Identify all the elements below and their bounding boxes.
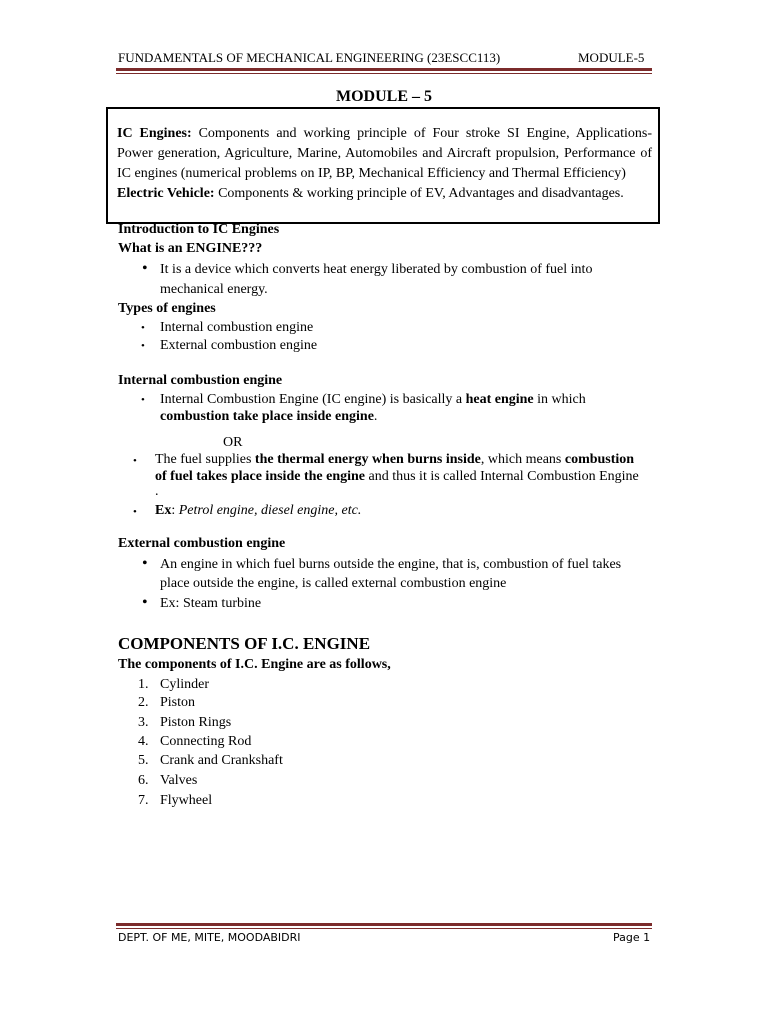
bullet-icon: • [141, 322, 145, 334]
types-item-1: Internal combustion engine [160, 320, 314, 335]
types-heading: Types of engines [118, 301, 216, 316]
list-item: Piston [160, 695, 196, 710]
footer-rule [116, 923, 652, 929]
list-item: Valves [160, 773, 198, 788]
ice-para2-dot: . [155, 484, 159, 499]
bullet-icon: • [142, 555, 148, 572]
ece-line2: place outside the engine, is called external combustion engine [160, 576, 507, 591]
or-label: OR [223, 435, 243, 450]
types-item-2: External combustion engine [160, 338, 318, 353]
bullet-icon: • [141, 394, 145, 406]
header-rule [116, 68, 652, 74]
header-course-title: FUNDAMENTALS OF MECHANICAL ENGINEERING (23ESCC113) [118, 50, 501, 65]
list-number: 5. [138, 753, 149, 768]
list-item: Crank and Crankshaft [160, 753, 283, 768]
footer-dept: DEPT. OF ME, MITE, MOODABIDRI [118, 931, 301, 944]
ic-text: Components and working principle of Four stroke SI Engine, Applications- Power generation, Agriculture, Marine, Automobiles and Aircraft propulsion, Performance of IC engines (numerical problems on IP, BP, Mechanical Efficiency and Thermal Efficiency) [117, 126, 652, 181]
components-subheading: The components of I.C. Engine are as follows, [118, 657, 391, 672]
definition-line2: mechanical energy. [160, 282, 268, 297]
list-item: Piston Rings [160, 715, 232, 730]
ice-para1-line1: Internal Combustion Engine (IC engine) is basically a heat engine in which [160, 392, 586, 407]
syllabus-text [117, 124, 652, 204]
definition-line1: It is a device which converts heat energy liberated by combustion of fuel into [160, 262, 593, 277]
bullet-icon: • [142, 260, 148, 277]
list-number: 4. [138, 734, 149, 749]
bullet-icon: • [142, 594, 148, 611]
list-item: Connecting Rod [160, 734, 252, 749]
ece-example: Ex: Steam turbine [160, 596, 262, 611]
list-number: 3. [138, 715, 149, 730]
components-heading: COMPONENTS OF I.C. ENGINE [118, 634, 371, 653]
ice-example: Ex: Petrol engine, diesel engine, etc. [155, 503, 362, 518]
ice-para1-line2: combustion take place inside engine. [160, 409, 378, 424]
list-item: Cylinder [160, 677, 209, 692]
ece-heading: External combustion engine [118, 536, 286, 551]
ice-heading: Internal combustion engine [118, 373, 283, 388]
list-item: Flywheel [160, 793, 213, 808]
ic-label: IC Engines: [117, 126, 192, 141]
ice-para2-line2: of fuel takes place inside the engine and thus it is called Internal Combustion Engine [155, 469, 639, 484]
page-title: MODULE – 5 [336, 88, 432, 105]
ev-text: Components & working principle of EV, Advantages and disadvantages. [214, 186, 624, 201]
list-number: 1. [138, 677, 149, 692]
ev-label: Electric Vehicle: [117, 186, 215, 201]
ice-para2-line1: The fuel supplies the thermal energy when burns inside, which means combustion [155, 452, 635, 467]
bullet-icon: • [141, 340, 145, 352]
bullet-icon: • [133, 506, 137, 518]
list-number: 6. [138, 773, 149, 788]
header-module-label: MODULE-5 [578, 50, 645, 65]
intro-heading: Introduction to IC Engines [118, 222, 280, 237]
ece-line1: An engine in which fuel burns outside the engine, that is, combustion of fuel takes [160, 557, 622, 572]
list-number: 2. [138, 695, 149, 710]
list-number: 7. [138, 793, 149, 808]
intro-question: What is an ENGINE??? [118, 241, 263, 256]
footer-page-number: Page 1 [613, 931, 651, 944]
bullet-icon: • [133, 455, 137, 467]
